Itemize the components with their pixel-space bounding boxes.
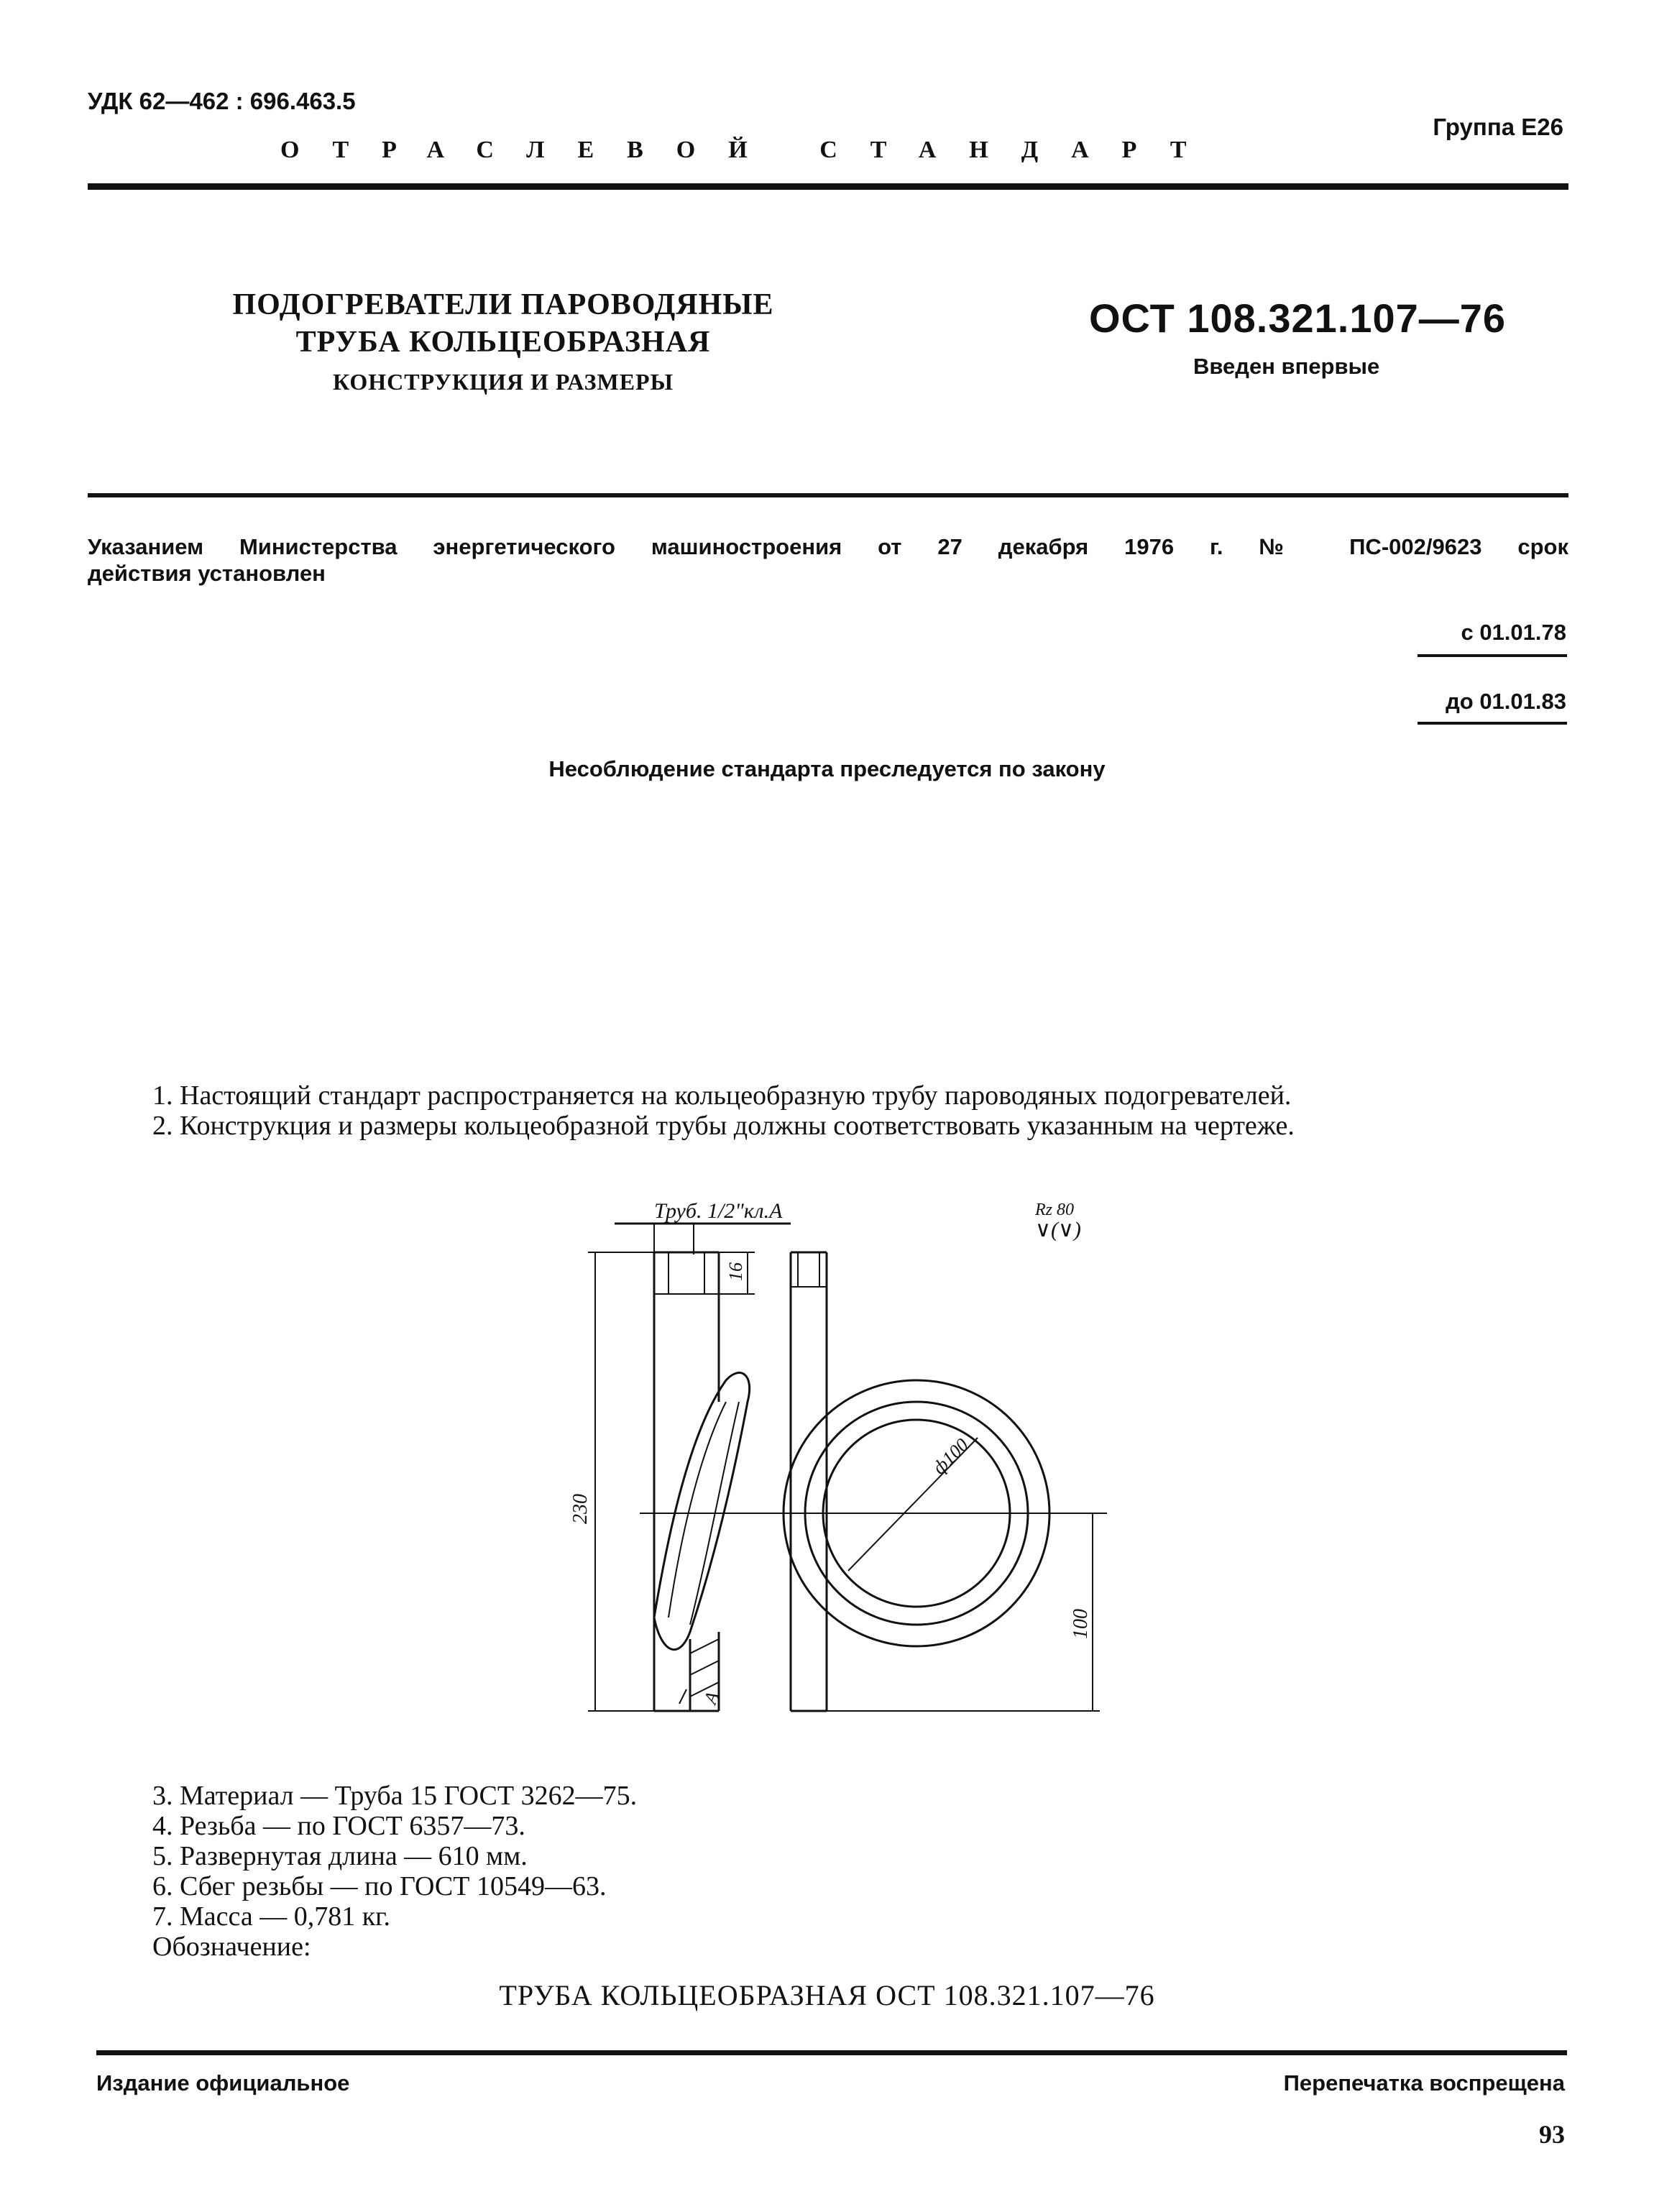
group-code: Группа Е26 bbox=[1433, 114, 1563, 140]
valid-from-underline bbox=[1418, 654, 1567, 657]
clause-6: 6. Сбег резьбы — по ГОСТ 10549—63. bbox=[152, 1871, 607, 1901]
roughness-label: Rz 80 bbox=[1035, 1201, 1074, 1219]
penalty-notice: Несоблюдение стандарта преследуется по закону bbox=[548, 756, 1106, 781]
udk-code: УДК 62—462 : 696.463.5 bbox=[88, 88, 356, 114]
page-number: 93 bbox=[1539, 2120, 1565, 2149]
title-rule bbox=[88, 493, 1568, 497]
coil-side-outline bbox=[654, 1373, 750, 1650]
title-line-3: КОНСТРУКЦИЯ И РАЗМЕРЫ bbox=[332, 369, 674, 395]
dim-16-label: 16 bbox=[725, 1262, 746, 1281]
ring-tube-drawing bbox=[546, 1186, 1164, 1733]
valid-to-underline bbox=[1418, 722, 1567, 725]
clause-1: 1. Настоящий стандарт распространяется на кольцеобразную трубу пароводяных подогревателей. bbox=[152, 1080, 1292, 1111]
header-rule bbox=[88, 183, 1568, 190]
title-line-1: ПОДОГРЕВАТЕЛИ ПАРОВОДЯНЫЕ bbox=[232, 288, 774, 321]
diameter-label: ф100 bbox=[928, 1434, 973, 1479]
dim-230-label: 230 bbox=[569, 1494, 592, 1524]
clause-4: 4. Резьба — по ГОСТ 6357—73. bbox=[152, 1811, 525, 1841]
valid-to: до 01.01.83 bbox=[1446, 689, 1566, 714]
title-block bbox=[194, 286, 812, 403]
valid-from: с 01.01.78 bbox=[1461, 620, 1566, 645]
clause-2: 2. Конструкция и размеры кольцеобразной трубы должны соответствовать указанным на чертеже. bbox=[152, 1111, 1295, 1141]
introduced-note: Введен впервые bbox=[1193, 354, 1380, 379]
decree-text: Указанием Министерства энергетического машиностроения от 27 декабря 1976 г. № ПС-002/9623 срок bbox=[88, 534, 1568, 559]
thread-label: Труб. 1/2"кл.А bbox=[654, 1199, 783, 1223]
standard-banner: ОТРАСЛЕВОЙ СТАНДАРТ bbox=[280, 137, 1220, 163]
standard-designation: ОСТ 108.321.107—76 bbox=[1089, 295, 1507, 341]
designation-example: ТРУБА КОЛЬЦЕОБРАЗНАЯ ОСТ 108.321.107—76 bbox=[499, 1979, 1155, 2011]
decree-text-cont: действия установлен bbox=[88, 561, 326, 586]
clause-3: 3. Материал — Труба 15 ГОСТ 3262—75. bbox=[152, 1781, 638, 1811]
section-label: А bbox=[699, 1689, 724, 1707]
designation-caption: Обозначение: bbox=[152, 1932, 311, 1962]
clause-7: 7. Масса — 0,781 кг. bbox=[152, 1901, 390, 1932]
edition-note: Издание официальное bbox=[96, 2070, 350, 2096]
clause-5: 5. Развернутая длина — 610 мм. bbox=[152, 1841, 528, 1871]
roughness-symbol: ∨(∨) bbox=[1035, 1218, 1081, 1242]
footer-rule bbox=[96, 2050, 1567, 2055]
dim-100-label: 100 bbox=[1070, 1609, 1092, 1639]
title-line-2: ТРУБА КОЛЬЦЕОБРАЗНАЯ bbox=[295, 326, 711, 359]
reprint-note: Перепечатка воспрещена bbox=[1283, 2070, 1565, 2096]
